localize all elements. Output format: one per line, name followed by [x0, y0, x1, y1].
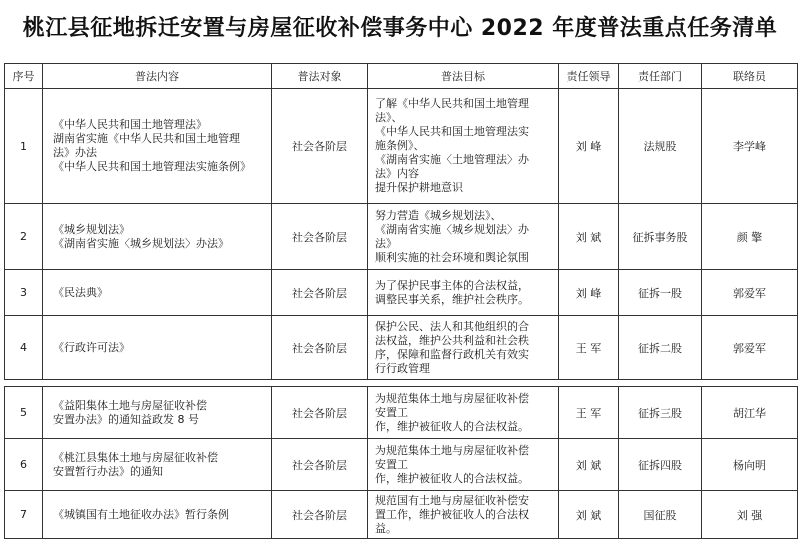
content-line: 《城镇国有土地征收办法》暂行条例: [53, 507, 229, 521]
row-content: [43, 270, 272, 316]
row-goal: [368, 491, 559, 539]
row-target: 社会各阶层: [272, 439, 368, 491]
goal-line: 行行政管理: [375, 361, 430, 375]
row-dept: 征拆事务股: [619, 204, 702, 270]
row-leader: 刘 斌: [559, 204, 619, 270]
header-dept: 责任部门: [619, 64, 702, 89]
row-goal: [368, 387, 559, 439]
goal-line: 法》内容: [375, 167, 419, 180]
table-row: [5, 316, 798, 380]
row-goal: [368, 89, 559, 204]
content-line: 《民法典》: [53, 285, 108, 299]
goal-line: 保护公民、法人和其他组织的合: [375, 319, 529, 333]
content-line: 《中华人民共和国土地管理法实施条例》: [53, 160, 251, 173]
row-no: 3: [5, 270, 43, 316]
row-leader: 王 军: [559, 316, 619, 380]
row-content: [43, 316, 272, 380]
goal-line: 法》、: [375, 111, 403, 124]
goal-line: 努力营造《城乡规划法》、: [375, 208, 502, 222]
row-goal: [368, 270, 559, 316]
row-contact: 杨向明: [702, 439, 798, 491]
row-dept: 征拆二股: [619, 316, 702, 380]
row-dept: 征拆四股: [619, 439, 702, 491]
header-no: 序号: [5, 64, 43, 89]
table-row: [5, 387, 798, 439]
goal-line: 作，维护被征收人的合法权益。: [375, 419, 529, 433]
row-no: 7: [5, 491, 43, 539]
header-goal: 普法目标: [368, 64, 559, 89]
row-content: [43, 439, 272, 491]
row-contact: 刘 强: [702, 491, 798, 539]
row-contact: 郭爱军: [702, 316, 798, 380]
row-target: 社会各阶层: [272, 491, 368, 539]
row-content: [43, 204, 272, 270]
table-row: [5, 204, 798, 270]
row-target: 社会各阶层: [272, 387, 368, 439]
row-target: 社会各阶层: [272, 316, 368, 380]
page-title: 桃江县征地拆迁安置与房屋征收补偿事务中心 2022 年度普法重点任务清单: [22, 15, 778, 41]
row-contact: 郭爱军: [702, 270, 798, 316]
goal-line: 了解《中华人民共和国土地管理: [375, 97, 529, 110]
row-content: [43, 89, 272, 204]
header-content: 普法内容: [43, 64, 272, 89]
row-dept: 征拆三股: [619, 387, 702, 439]
table-header-row: [5, 64, 798, 89]
row-no: 6: [5, 439, 43, 491]
header-target: 普法对象: [272, 64, 368, 89]
row-dept: 征拆一股: [619, 270, 702, 316]
row-no: 1: [5, 89, 43, 204]
goal-line: 法》: [375, 236, 397, 250]
row-goal: [368, 439, 559, 491]
content-line: 法》办法: [53, 146, 97, 159]
goal-line: 为规范集体土地与房屋征收补偿: [375, 443, 529, 457]
row-content: [43, 491, 272, 539]
task-table: [4, 63, 798, 539]
content-line: 《行政许可法》: [53, 340, 130, 354]
row-leader: 刘 峰: [559, 89, 619, 204]
row-goal: [368, 316, 559, 380]
row-target: 社会各阶层: [272, 270, 368, 316]
goal-line: 安置工: [375, 405, 408, 419]
gap-cell: [5, 380, 798, 387]
content-line: 《湖南省实施〈城乡规划法〉办法》: [53, 236, 229, 250]
page-break-gap: [5, 380, 798, 387]
row-goal: [368, 204, 559, 270]
row-leader: 刘 斌: [559, 439, 619, 491]
content-line: 安置办法》的通知益政发 8 号: [53, 412, 199, 426]
table-row: [5, 439, 798, 491]
row-no: 4: [5, 316, 43, 380]
goal-line: 施条例》、: [375, 139, 425, 152]
row-leader: 刘 峰: [559, 270, 619, 316]
goal-line: 为了保护民事主体的合法权益，: [375, 278, 529, 292]
row-contact: 李学峰: [702, 89, 798, 204]
goal-line: 法权益，维护公共利益和社会秩: [375, 333, 529, 347]
row-leader: 刘 斌: [559, 491, 619, 539]
goal-line: 安置工: [375, 457, 408, 471]
goal-line: 调整民事关系，维护社会秩序。: [375, 292, 529, 306]
row-no: 2: [5, 204, 43, 270]
header-leader: 责任领导: [559, 64, 619, 89]
row-contact: 颜 擎: [702, 204, 798, 270]
goal-line: 提升保护耕地意识: [375, 181, 463, 194]
table-row: [5, 491, 798, 539]
goal-line: 益。: [375, 521, 397, 535]
row-content: [43, 387, 272, 439]
content-line: 湖南省实施《中华人民共和国土地管理: [53, 132, 240, 145]
content-line: 《城乡规划法》: [53, 222, 130, 236]
row-no: 5: [5, 387, 43, 439]
table-row: [5, 270, 798, 316]
goal-line: 为规范集体土地与房屋征收补偿: [375, 391, 529, 405]
goal-line: 作，维护被征收人的合法权益。: [375, 471, 529, 485]
goal-line: 序，保障和监督行政机关有效实: [375, 347, 529, 361]
content-line: 《中华人民共和国土地管理法》: [53, 118, 207, 131]
row-dept: 国征股: [619, 491, 702, 539]
content-line: 《桃江县集体土地与房屋征收补偿: [53, 450, 218, 464]
row-leader: 王 军: [559, 387, 619, 439]
goal-line: 置工作，维护被征收人的合法权: [375, 507, 529, 521]
row-dept: 法规股: [619, 89, 702, 204]
row-contact: 胡江华: [702, 387, 798, 439]
table-row: [5, 89, 798, 204]
row-target: 社会各阶层: [272, 204, 368, 270]
goal-line: 《中华人民共和国土地管理法实: [375, 125, 529, 138]
row-target: 社会各阶层: [272, 89, 368, 204]
goal-line: 《湖南省实施〈土地管理法〉办: [375, 153, 529, 166]
content-line: 安置暂行办法》的通知: [53, 464, 163, 478]
goal-line: 《湖南省实施〈城乡规划法〉办: [375, 222, 529, 236]
header-contact: 联络员: [702, 64, 798, 89]
content-line: 《益阳集体土地与房屋征收补偿: [53, 398, 207, 412]
goal-line: 顺利实施的社会环境和舆论氛围: [375, 250, 529, 264]
goal-line: 规范国有土地与房屋征收补偿安: [375, 493, 529, 507]
